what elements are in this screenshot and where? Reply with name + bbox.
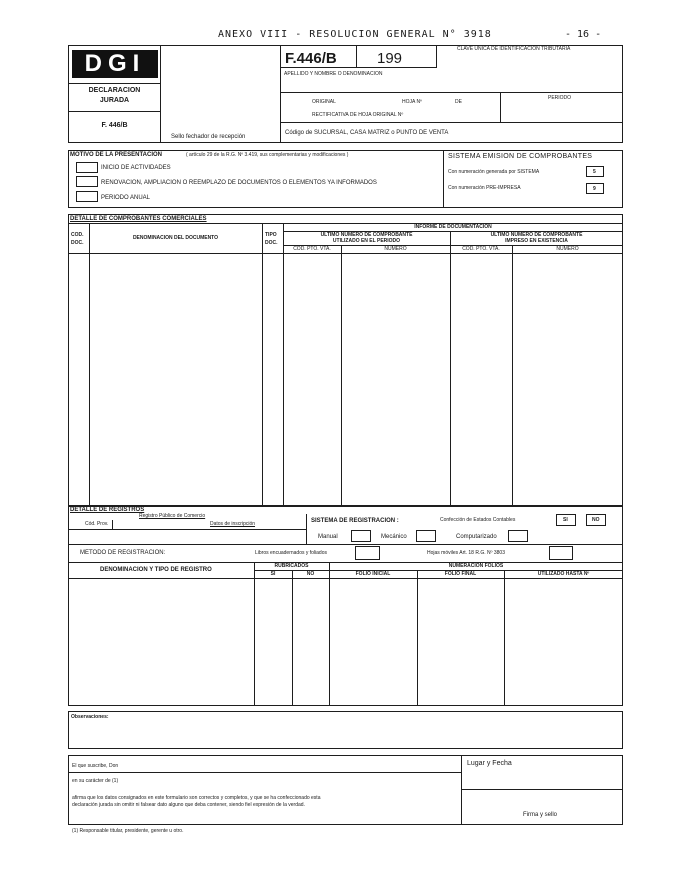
- registros-title: DETALLE DE REGISTROS: [70, 507, 145, 513]
- libros-checkbox[interactable]: [355, 546, 380, 560]
- numeracion-folios-header: NUMERACION FOLIOS: [448, 563, 504, 569]
- mecanico-label: Mecánico: [381, 534, 407, 540]
- manual-checkbox[interactable]: [351, 530, 371, 542]
- comprobantes-table: [68, 214, 623, 506]
- denominacion-tipo-header: DENOMINACION Y TIPO DE REGISTRO: [100, 567, 212, 573]
- form-number: F.446/B: [285, 50, 337, 67]
- periodo-label: PERIODO: [548, 95, 572, 101]
- folio-inicial-header: FOLIO INICIAL: [355, 571, 391, 577]
- tipo-doc-label-1: TIPO: [265, 232, 277, 238]
- series-number: 199: [377, 50, 403, 67]
- comprobantes-title: DETALLE DE COMPROBANTES COMERCIALES: [70, 216, 207, 222]
- no-label: NO: [592, 517, 600, 523]
- computarizado-checkbox[interactable]: [508, 530, 528, 542]
- preimpresa-code: 9: [593, 186, 596, 192]
- cod-pto-vta-header-2: COD. PTO. VTA.: [462, 246, 500, 252]
- sistema-code: 5: [593, 169, 596, 175]
- ultimo-utilizado-2: UTILIZADO EN EL PERIODO: [332, 238, 401, 244]
- sistema-code-box[interactable]: [586, 166, 604, 177]
- numero-header-1: NUMERO: [384, 246, 407, 252]
- jurada-label: JURADA: [99, 97, 130, 104]
- rubricados-no: NO: [306, 571, 315, 577]
- rubricados-si: SI: [270, 571, 276, 577]
- ultimo-impreso-2: IMPRESO EN EXISTENCIA: [505, 238, 568, 244]
- renovacion-checkbox[interactable]: [76, 176, 98, 187]
- cod-doc-label-1: COD.: [71, 232, 84, 238]
- firma-sello-label: Firma y sello: [523, 812, 558, 818]
- datos-inscripcion-label: Datos de inscripción: [210, 521, 256, 527]
- confeccion-label: Confección de Estados Contables: [440, 517, 516, 523]
- rectificativa-label: RECTIFICATIVA DE HOJA ORIGINAL Nº: [312, 112, 404, 118]
- suscribe-label: El que suscribe, Don: [72, 763, 119, 769]
- periodo-anual-checkbox[interactable]: [76, 191, 98, 202]
- hoja-label: HOJA Nº: [402, 99, 422, 105]
- registro-publico-label: Registro Público de Comercio: [139, 513, 206, 519]
- cuit-label: CLAVE UNICA DE IDENTIFICACION TRIBUTARIA: [457, 46, 571, 52]
- si-label: SI: [563, 517, 568, 523]
- ultimo-impreso-1: ULTIMO NUMERO DE COMPROBANTE: [490, 232, 583, 238]
- utilizado-hasta-header: UTILIZADO HASTA Nº: [537, 571, 590, 577]
- dgi-logo: DGI: [72, 50, 158, 78]
- sistema-label: Con numeración generada por SISTEMA: [448, 169, 540, 175]
- libros-label: Libros encuadernados y foliados: [255, 550, 327, 556]
- hojas-moviles-label: Hojas móviles Art. 18 R.G. Nº 3803: [427, 550, 505, 556]
- inicio-checkbox[interactable]: [76, 162, 98, 173]
- page-number: - 16 -: [565, 29, 602, 40]
- metodo-label: METODO DE REGISTRACION:: [80, 550, 166, 556]
- ultimo-utilizado-1: ULTIMO NUMERO DE COMPROBANTE: [320, 232, 413, 238]
- observaciones-label: Observaciones:: [71, 714, 109, 720]
- motivo-title: MOTIVO DE LA PRESENTACION: [70, 152, 163, 158]
- preimpresa-code-box[interactable]: [586, 183, 604, 194]
- form-number-box: [280, 45, 357, 68]
- reception-stamp-box: [160, 45, 281, 143]
- de-label: DE: [455, 99, 462, 105]
- cod-pto-vta-header-1: COD. PTO. VTA.: [293, 246, 331, 252]
- mecanico-checkbox[interactable]: [416, 530, 436, 542]
- declaracion-label: DECLARACION: [88, 87, 141, 94]
- afirma-line-1: afirma que los datos consignados en este formulario son correctos y completos, y que se ha confeccionado esta: [72, 795, 321, 801]
- original-label: ORIGINAL: [312, 99, 336, 105]
- folio-final-header: FOLIO FINAL: [444, 571, 477, 577]
- preimpresa-label: Con numeración PRE-IMPRESA: [448, 185, 521, 191]
- sistema-registracion-label: SISTEMA DE REGISTRACION :: [311, 518, 399, 524]
- afirma-line-2: declaración jurada sin omitir ni falsear dato alguno que deba contener, siendo fiel expresión de la verdad.: [72, 802, 305, 808]
- sistema-emision-title: SISTEMA EMISION DE COMPROBANTES: [448, 153, 593, 160]
- computarizado-label: Computarizado: [456, 534, 497, 540]
- cod-doc-label-2: DOC.: [71, 240, 84, 246]
- observaciones-box[interactable]: [68, 711, 623, 749]
- confeccion-no-box[interactable]: [586, 514, 606, 526]
- numero-header-2: NUMERO: [556, 246, 579, 252]
- motivo-note: ( artículo 29 de la R.G. Nº 3.419, sus complementarias y modificaciones ): [186, 152, 349, 158]
- tipo-doc-label-2: DOC.: [265, 240, 278, 246]
- annex-title: ANEXO VIII - RESOLUCION GENERAL N° 3918: [218, 29, 492, 40]
- denominacion-header: DENOMINACION DEL DOCUMENTO: [132, 235, 219, 241]
- caracter-label: en su carácter de (1): [72, 778, 119, 784]
- renovacion-option: RENOVACION, AMPLIACION O REEMPLAZO DE DOCUMENTOS O ELEMENTOS YA INFORMADOS: [101, 180, 377, 186]
- footnote: (1) Responsable titular, presidente, gerente u otro.: [72, 828, 184, 834]
- stamp-caption: Sello fechador de recepción: [171, 134, 246, 140]
- rubricados-header: RUBRICADOS: [274, 563, 309, 569]
- inicio-option: INICIO DE ACTIVIDADES: [101, 165, 171, 171]
- periodo-anual-option: PERIODO ANUAL: [101, 195, 151, 201]
- cod-prov-label: Cód. Prov.: [85, 521, 109, 527]
- dgi-logo-panel: [68, 45, 161, 143]
- sucursal-label: Código de SUCURSAL, CASA MATRIZ o PUNTO DE VENTA: [285, 130, 449, 136]
- registros-section: [68, 506, 623, 706]
- confeccion-si-box[interactable]: [556, 514, 576, 526]
- informe-header: INFORME DE DOCUMENTACION: [414, 224, 492, 230]
- manual-label: Manual: [318, 534, 338, 540]
- series-box: [356, 45, 437, 68]
- lugar-fecha-label: Lugar y Fecha: [467, 760, 512, 767]
- hojas-moviles-checkbox[interactable]: [549, 546, 573, 560]
- form-code-label: F. 446/B: [101, 122, 128, 129]
- name-label: APELLIDO Y NOMBRE O DENOMINACION: [284, 71, 383, 77]
